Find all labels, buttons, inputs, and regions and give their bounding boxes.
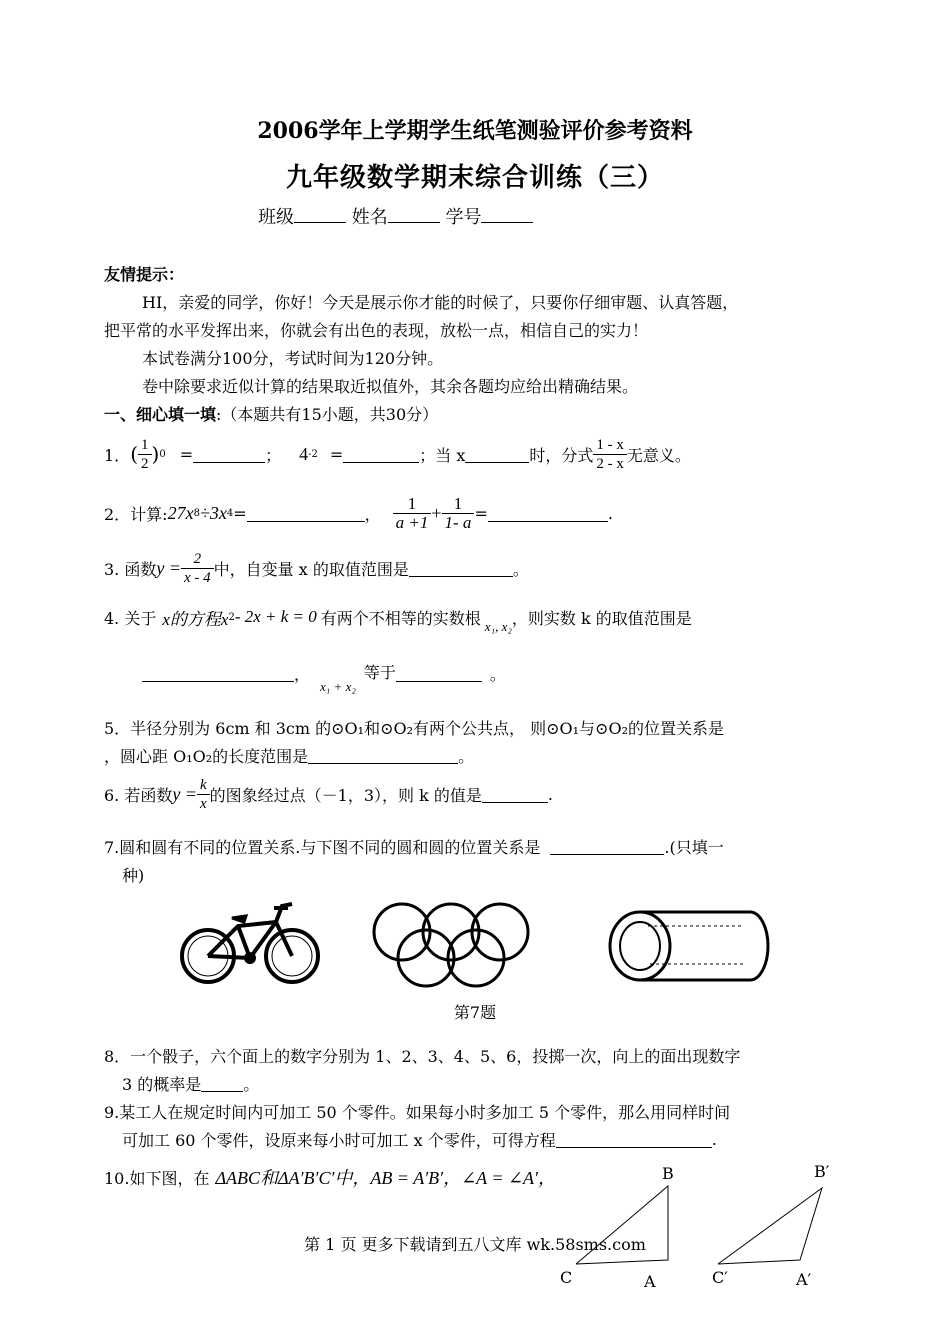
- q3-lhs: y =: [156, 557, 181, 578]
- q2-period: .: [607, 503, 613, 523]
- q2-fraction-a: $\frac{1}{a +1}$: [393, 495, 432, 532]
- id-label: 学号: [445, 207, 482, 228]
- page-footer: 第 1 页 更多下载请到五八文库 wk.58sms.com: [304, 1235, 646, 1254]
- tips-paragraph-1a: HI，亲爱的同学，你好！今天是展示你才能的时候了，只要你仔细审题、认真答题，: [142, 293, 739, 312]
- question-7-line-2: 种): [122, 866, 145, 885]
- q1-text-when: ；当 x: [419, 445, 466, 465]
- q4-equation-rest: - 2x + k = 0: [234, 607, 317, 626]
- figure-caption: 第7题: [453, 1003, 497, 1022]
- question-9-line-1: 9.某工人在规定时间内可加工 50 个零件。如果每小时多加工 5 个零件，那么用同样时间: [104, 1103, 731, 1122]
- q6-lhs: y =: [172, 783, 197, 804]
- section-note: :（本题共有15小题，共30分）: [216, 405, 439, 424]
- question-8-line-1: 8．一个骰子，六个面上的数字分别为 1、2、3、4、5、6，投掷一次，向上的面出现数字: [104, 1047, 741, 1066]
- q1-equals-2: =: [329, 444, 344, 464]
- q3-end: 。: [512, 559, 529, 579]
- q6-end: .: [547, 784, 553, 804]
- q4-root-sum: x₁ + x₂: [320, 679, 356, 694]
- q4-end: 。: [489, 664, 506, 684]
- question-5-line-2: [104, 744, 474, 767]
- class-blank[interactable]: [294, 204, 346, 223]
- q7-text: 7.圆和圆有不同的位置关系.与下图不同的圆和圆的位置关系是: [104, 838, 541, 857]
- q1-exponent-neg2: -2: [308, 448, 318, 460]
- olympic-rings-figure: [368, 896, 534, 992]
- q1-text-meaningless: 无意义。: [626, 445, 691, 465]
- q8-end: 。: [243, 1075, 260, 1094]
- q4-blank-1[interactable]: [142, 665, 294, 682]
- q2-equals-2: =: [474, 503, 488, 523]
- q3-blank[interactable]: [409, 560, 513, 577]
- q3-text: 中，自变量 x 的取值范围是: [213, 559, 409, 579]
- tips-paragraph-3: 卷中除要求近似计算的结果取近拟值外，其余各题均应给出精确结果。: [142, 377, 639, 396]
- q4-text-2: ，则实数 k 的取值范围是: [511, 608, 692, 628]
- q6-fraction: $\frac{k}{x}$: [197, 776, 210, 813]
- bicycle-figure: [178, 892, 328, 988]
- q2-exponent-8: 8: [193, 507, 200, 519]
- question-6: [104, 772, 553, 816]
- question-10: [104, 1164, 556, 1190]
- student-info-line: [258, 203, 533, 229]
- exam-series-title: 2006学年上学期学生纸笔测验评价参考资料: [257, 118, 693, 144]
- q4-comma: ，: [294, 664, 311, 684]
- q1-base-four: 4: [299, 443, 309, 464]
- triangle-2-vertex-a: A′: [796, 1270, 812, 1289]
- tips-paragraph-2: 本试卷满分100分，考试时间为120分钟。: [142, 349, 444, 368]
- q6-text: 的图象经过点（－1，3），则 k 的值是: [209, 785, 482, 805]
- class-label: 班级: [258, 207, 294, 228]
- q2-blank-1[interactable]: [247, 505, 365, 522]
- q8-text: 3 的概率是: [122, 1075, 202, 1094]
- q1-equals-1: =: [179, 444, 194, 464]
- q1-exponent-zero: 0: [159, 448, 166, 460]
- triangle-2-vertex-b: B′: [814, 1162, 830, 1181]
- q4-exponent-2: 2: [228, 611, 235, 623]
- exam-title: 九年级数学期末综合训练（三）: [285, 163, 664, 193]
- name-blank[interactable]: [388, 204, 440, 223]
- q2-fraction-b: $\frac{1}{1- a}$: [442, 495, 475, 532]
- question-4-line-2: [142, 658, 506, 694]
- question-5-line-1: 5．半径分别为 6cm 和 3cm 的⊙O₁和⊙O₂有两个公共点， 则⊙O₁与⊙O₂的位置关系是: [104, 719, 724, 738]
- q1-blank-3[interactable]: [465, 446, 529, 463]
- q5-blank[interactable]: [308, 747, 458, 764]
- q7-blank[interactable]: [550, 838, 664, 855]
- q1-separator: ；: [265, 445, 282, 465]
- q9-end: .: [711, 1130, 717, 1149]
- name-label: 姓名: [351, 207, 388, 228]
- pipe-figure: [604, 904, 772, 988]
- q1-blank-2[interactable]: [343, 446, 419, 463]
- section-name: 一、细心填一填: [104, 405, 217, 424]
- q3-number: 3. 函数: [104, 559, 157, 579]
- triangle-1-vertex-c: C: [560, 1268, 573, 1287]
- q1-fraction-expression: $\frac{1 - x}{2 - x}$: [593, 436, 627, 473]
- triangle-1-vertex-a: A: [644, 1272, 656, 1291]
- question-9-line-2: [122, 1128, 717, 1151]
- q4-number: 4. 关于: [104, 608, 157, 628]
- q2-blank-2[interactable]: [488, 505, 608, 522]
- q4-text-1: 有两个不相等的实数根: [320, 608, 481, 628]
- q7-text-end: .(只填一: [664, 838, 724, 857]
- q2-equals-1: =: [233, 503, 247, 523]
- question-3: [104, 546, 529, 590]
- tips-paragraph-1b: 把平常的水平发挥出来，你就会有出色的表现，放松一点，相信自己的实力！: [104, 321, 649, 340]
- triangle-2-vertex-c: C′: [712, 1268, 728, 1287]
- q10-condition: ΔABC和ΔA′B′C′中，AB = A′B′，∠A = ∠A′，: [215, 1168, 556, 1188]
- q4-text-3: 等于: [363, 662, 396, 682]
- question-7-line-1: [104, 835, 724, 858]
- q5-text: ，圆心距 O₁O₂的长度范围是: [104, 747, 309, 766]
- q4-equation: x的方程x: [162, 609, 229, 629]
- q10-number: 10.如下图，在: [104, 1168, 210, 1188]
- q8-blank[interactable]: [201, 1075, 243, 1092]
- question-4: [104, 602, 692, 632]
- q9-blank[interactable]: [556, 1131, 712, 1148]
- section-title: [104, 402, 438, 425]
- triangle-1-vertex-b: B: [662, 1164, 674, 1183]
- q1-half-fraction: $\frac{1}{2}$: [138, 436, 152, 473]
- q2-comma: ，: [364, 504, 381, 524]
- q3-fraction: $\frac{2}{x - 4}$: [181, 550, 214, 587]
- q4-roots: x₁, x₂: [484, 619, 512, 634]
- q2-term-1: 27x: [167, 502, 194, 523]
- q5-end: 。: [458, 747, 475, 766]
- question-1: 1． ( $\frac{1}{2}$ ) 0 = ； 4 -2 = ；当 x 时，分式 $\frac{1 - x}{2 - x}$ 无意义。: [104, 436, 691, 472]
- q4-blank-2[interactable]: [396, 665, 482, 682]
- q6-number: 6. 若函数: [104, 785, 173, 805]
- q9-text: 可加工 60 个零件，设原来每小时可加工 x 个零件，可得方程: [122, 1131, 556, 1150]
- q2-exponent-4: 4: [226, 507, 234, 519]
- tips-title: 友情提示：: [104, 265, 185, 284]
- q1-text-fraction: 时，分式: [529, 445, 594, 465]
- question-2: [104, 491, 613, 535]
- q2-plus: +: [431, 502, 442, 523]
- q1-blank-1[interactable]: [193, 446, 265, 463]
- q2-term-2: ÷3x: [199, 502, 227, 523]
- id-blank[interactable]: [481, 204, 533, 223]
- question-8-line-2: [122, 1072, 259, 1095]
- q2-number: 2．计算:: [104, 504, 168, 524]
- q1-number: 1．: [104, 445, 131, 465]
- q6-blank[interactable]: [482, 786, 548, 803]
